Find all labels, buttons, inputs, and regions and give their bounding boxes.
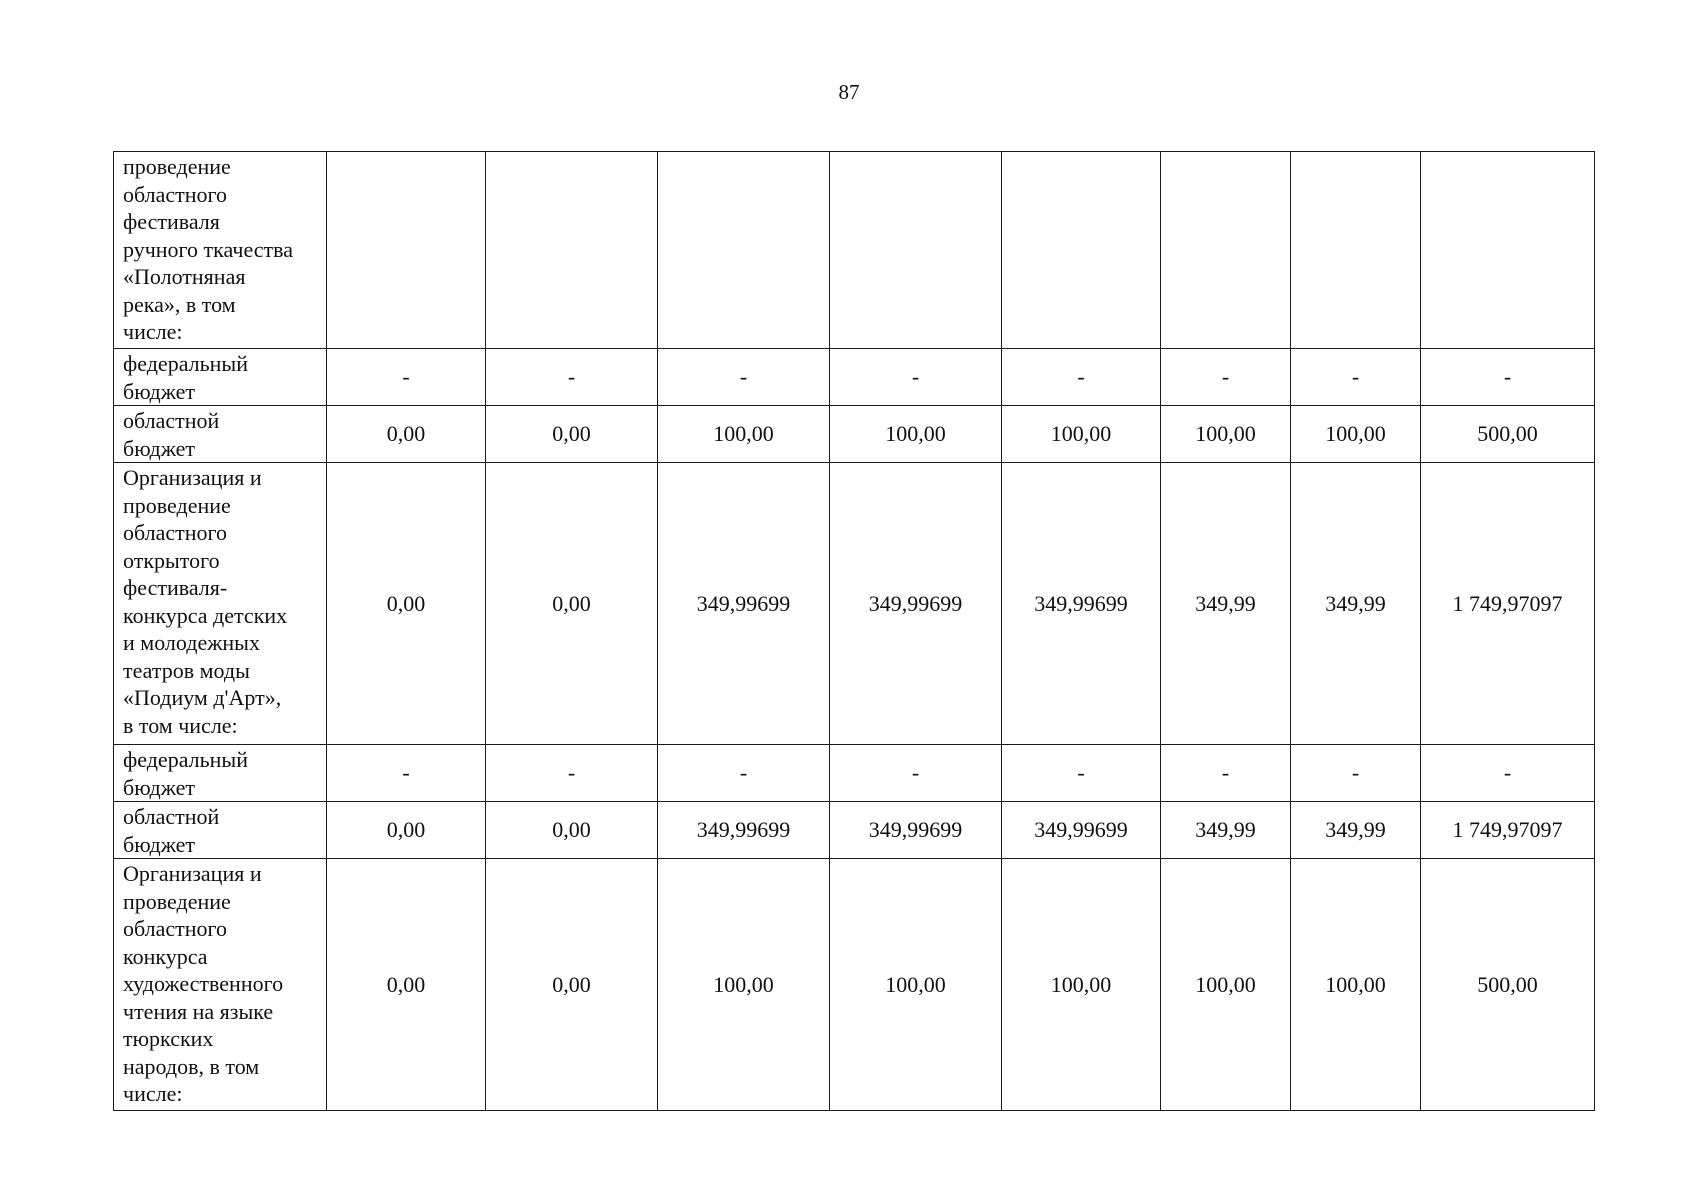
table-cell: - [486, 745, 658, 802]
table-cell: - [830, 745, 1002, 802]
table-cell: - [830, 349, 1002, 406]
table-cell: - [1161, 745, 1291, 802]
table-cell: 349,99699 [830, 463, 1002, 745]
table-cell: 100,00 [1291, 859, 1421, 1111]
table-cell: - [486, 349, 658, 406]
table-row [114, 349, 1595, 406]
table-cell: - [658, 349, 830, 406]
table-cell: 0,00 [486, 859, 658, 1111]
table-cell: 0,00 [327, 406, 486, 463]
table-cell: 1 749,97097 [1421, 463, 1595, 745]
table-cell: - [1002, 745, 1161, 802]
row-label: федеральный бюджет [114, 745, 327, 802]
table-cell [1421, 152, 1595, 349]
table-cell: 349,99 [1291, 463, 1421, 745]
table-cell: - [1421, 349, 1595, 406]
table-cell: 0,00 [486, 463, 658, 745]
table-cell: - [658, 745, 830, 802]
budget-table [113, 151, 1595, 1111]
table-row [114, 859, 1595, 1111]
row-label: Организация и проведение областного конкурса художественного чтения на языке тюркских народов, в том числе: [114, 859, 327, 1111]
table-cell: 0,00 [486, 406, 658, 463]
table-cell: - [327, 745, 486, 802]
table-cell: 0,00 [327, 802, 486, 859]
table-cell: - [1002, 349, 1161, 406]
table-cell: - [327, 349, 486, 406]
table-cell [1161, 152, 1291, 349]
table-cell: 100,00 [1291, 406, 1421, 463]
table-cell: - [1161, 349, 1291, 406]
table-cell: 100,00 [830, 859, 1002, 1111]
table-row [114, 463, 1595, 745]
table-cell: 349,99699 [658, 802, 830, 859]
row-label: Организация и проведение областного открытого фестиваля- конкурса детских и молодежных театров моды «Подиум д'Арт», в том числе: [114, 463, 327, 745]
table-cell: 0,00 [327, 463, 486, 745]
table-cell: 349,99699 [1002, 463, 1161, 745]
row-label: федеральный бюджет [114, 349, 327, 406]
table-cell: 1 749,97097 [1421, 802, 1595, 859]
table-cell: 500,00 [1421, 859, 1595, 1111]
table-cell [486, 152, 658, 349]
table-cell: 100,00 [1161, 406, 1291, 463]
table-cell [1291, 152, 1421, 349]
table-cell: 100,00 [658, 859, 830, 1111]
table-cell: 100,00 [1002, 406, 1161, 463]
table-cell: 500,00 [1421, 406, 1595, 463]
row-label: областной бюджет [114, 802, 327, 859]
table-cell: 349,99699 [1002, 802, 1161, 859]
table-cell: - [1291, 349, 1421, 406]
table-cell: - [1421, 745, 1595, 802]
table-cell: 349,99 [1161, 802, 1291, 859]
table-cell: 100,00 [658, 406, 830, 463]
table-cell: 349,99699 [830, 802, 1002, 859]
table-cell: 349,99 [1291, 802, 1421, 859]
table-cell [658, 152, 830, 349]
row-label: областной бюджет [114, 406, 327, 463]
table-cell: 0,00 [486, 802, 658, 859]
table-row [114, 802, 1595, 859]
table-row [114, 152, 1595, 349]
table-cell: 349,99 [1161, 463, 1291, 745]
table-cell: 100,00 [1002, 859, 1161, 1111]
table-cell: 100,00 [1161, 859, 1291, 1111]
table-cell [830, 152, 1002, 349]
table-cell: - [1291, 745, 1421, 802]
table-cell [327, 152, 486, 349]
table-cell: 0,00 [327, 859, 486, 1111]
table-cell [1002, 152, 1161, 349]
table-row [114, 406, 1595, 463]
table-row [114, 745, 1595, 802]
table-cell: 349,99699 [658, 463, 830, 745]
row-label: проведение областного фестиваля ручного ткачества «Полотняная река», в том числе: [114, 152, 327, 349]
table-cell: 100,00 [830, 406, 1002, 463]
page-number: 87 [838, 80, 860, 104]
